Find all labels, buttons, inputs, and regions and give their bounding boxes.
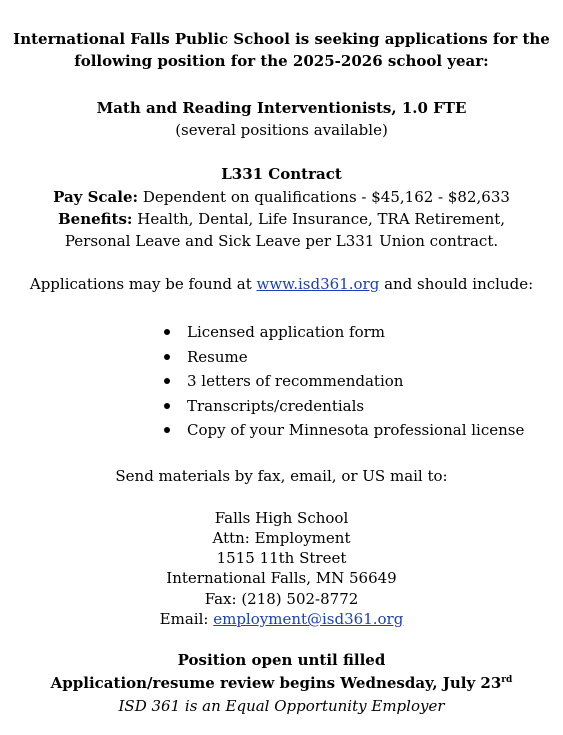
requirement-text: Resume [187, 347, 248, 366]
bullet-icon [164, 329, 170, 335]
applications-line [0, 274, 563, 294]
email-label: Email: [159, 610, 214, 628]
bullet-icon [164, 354, 170, 360]
benefits-value-1: Health, Dental, Life Insurance, TRA Retirement, [137, 210, 506, 228]
benefits-value-2: Personal Leave and Sick Leave per L331 Union contract. [64, 232, 499, 250]
requirement-text: 3 letters of recommendation [187, 372, 404, 390]
address-city: International Falls, MN 56649 [166, 569, 397, 587]
requirement-text: Copy of your Minnesota professional license [187, 421, 525, 439]
pay-scale-line [0, 187, 563, 207]
applications-prefix: Applications may be found at [29, 275, 257, 293]
list-item [160, 396, 524, 421]
pay-scale-value: Dependent on qualifications - $45,162 - $82,633 [142, 188, 510, 206]
bullet-icon [164, 378, 170, 384]
header-line-2: following position for the 2025-2026 school year: [74, 52, 489, 70]
applications-suffix: and should include: [379, 275, 534, 293]
review-date-text: Application/resume review begins Wednesday, July 23 [50, 674, 502, 692]
pay-scale-label: Pay Scale: [53, 188, 139, 206]
position-title: Math and Reading Interventionists, 1.0 FTE [96, 99, 467, 117]
address-fax: Fax: (218) 502-8772 [204, 590, 359, 608]
requirements-list [160, 322, 524, 445]
bullet-icon [164, 403, 170, 409]
address-attn: Attn: Employment [212, 529, 351, 547]
position-note: (several positions available) [175, 121, 388, 139]
address-school: Falls High School [214, 509, 349, 527]
send-instruction: Send materials by fax, email, or US mail to: [115, 467, 448, 485]
list-item [160, 347, 524, 372]
email-link[interactable]: employment@isd361.org [213, 610, 404, 628]
position-open-note: Position open until filled [177, 651, 386, 669]
list-item [160, 322, 524, 347]
website-link[interactable]: www.isd361.org [256, 275, 380, 293]
list-item [160, 420, 524, 445]
list-item [160, 371, 524, 396]
benefits-line [0, 209, 563, 229]
eoe-statement: ISD 361 is an Equal Opportunity Employer [118, 697, 445, 715]
address-email-line [0, 609, 563, 629]
review-date-suffix: rd [501, 675, 513, 685]
requirement-text: Transcripts/credentials [187, 396, 365, 415]
address-street: 1515 11th Street [216, 549, 347, 567]
review-date-line [0, 673, 563, 693]
benefits-label: Benefits: [57, 210, 133, 228]
requirement-text: Licensed application form [187, 323, 385, 341]
contract-title: L331 Contract [221, 165, 342, 183]
header-line-1: International Falls Public School is seeking applications for the [13, 30, 550, 48]
bullet-icon [164, 427, 170, 433]
